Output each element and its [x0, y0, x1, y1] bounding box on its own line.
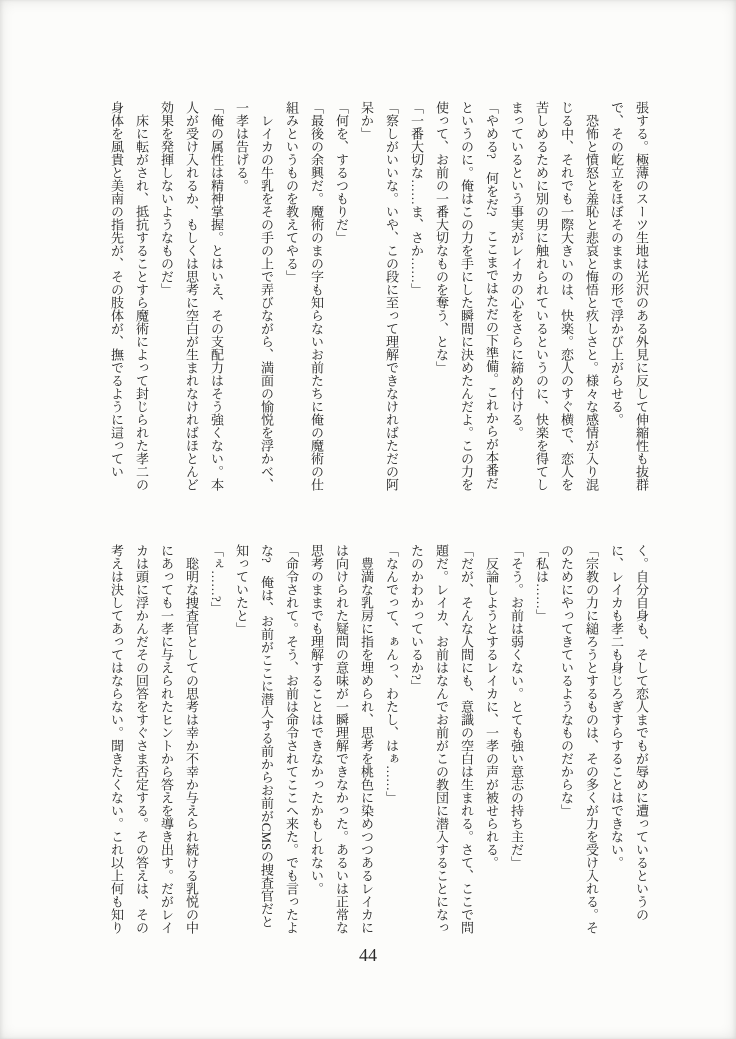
paragraph: 恐怖と憤怒と羞恥と悲哀と悔悟と疚しさと。様々な感情が入り混じる中、それでも一際大きいのは、快楽。恋人のすぐ横で、恋人を苦しめるために別の男に触れられているというのに、快楽を得てしまっているという事実がレイカの心をさらに締め付ける。: [509, 101, 599, 491]
paragraph: 豊満な乳房に指を埋められ、思考を桃色に染めつつあるレイカには向けられた疑問の意味が一瞬理解できなかった。あるいは正常な思考のままでも理解することはできなかったかもしれない。: [309, 544, 374, 934]
page-number: 44: [359, 945, 377, 965]
paragraph: レイカの牛乳をその手の上で弄びながら、満面の愉悦を浮かべ、一孝は告げる。: [234, 101, 274, 491]
paragraph: 反論しようとするレイカに、一孝の声が被せられる。: [484, 544, 499, 869]
paragraph: 「やめる? 何をだ? ここまではただの下準備。これからが本番だというのに。俺はこの力を手にした瞬間に決めたんだよ。この力を使って、お前の一番大切なものを奪う、とな」: [434, 101, 499, 491]
paragraph: 床に転がされ、抵抗することすら魔術によって封じられた孝二の身体を風貴と美南の指先が、その肢体が、撫でるように這ってい: [109, 101, 149, 491]
text-block-top: [68, 101, 654, 495]
paragraph: 「そう。お前は弱くない。とても強い意志の持ち主だ」: [509, 544, 524, 869]
paragraph: 「なんでって、ぁんっ、わたし、はぁ……」: [384, 544, 399, 804]
paragraph: 「何を、するつもりだ」: [334, 101, 349, 244]
paragraph: 「命令されて。そう、お前は命令されてここへ来た。でも言ったよな? 俺は、お前がここに潜入する前からお前がCMSの捜査官だと知っていたと」: [234, 544, 299, 934]
paragraph: 聡明な捜査官としての思考は幸か不幸か与えられ続ける乳悦の中にあっても一孝に与えられたヒントから答えを導き出す。だがレイカは頭に浮かんだその回答をすぐさま否定する。その答えは、その考えは決してあってはならない。聞きたくない。これ以上何も知り: [109, 544, 199, 934]
paragraph: く。自分自身も、そして恋人までもが辱めに遭っているというのに、レイカも孝二も身じろぎすらすることはできない。: [609, 544, 649, 921]
paragraph: 「俺の属性は精神掌握。とはいえ、その支配力はそう強くない。本人が受け入れるか、もしくは思考に空白が生まれなければほとんど効果を発揮しないようなものだ」: [159, 101, 224, 491]
paragraph: 「だが、そんな人間にも、意識の空白は生まれる。さて、ここで問題だ。レイカ、お前はなんでお前がこの教団に潜入することになったのかわかっているか?」: [409, 544, 474, 934]
paragraph: 「最後の余興だ。魔術のまの字も知らないお前たちに俺の魔術の仕組みというものを教えてやる」: [284, 101, 324, 491]
paragraph: 「ぇ……?」: [209, 544, 224, 615]
paragraph: 「一番大切な……ま、さか……」: [409, 101, 424, 296]
paragraph: 「宗教の力に縋ろうとするものは、その多くが力を受け入れる。そのためにやってきているようなものだからな」: [559, 544, 599, 934]
paragraph: 「察しがいいな。いや、この段に至って理解できなければただの阿呆か」: [359, 101, 399, 491]
paragraph: 「私は……」: [534, 544, 549, 622]
text-block-bottom: [68, 544, 654, 938]
paragraph: 張する。極薄のスーツ生地は光沢のある外見に反して伸縮性も抜群で、その屹立をほぼそのままの形で浮かび上がらせる。: [609, 101, 649, 491]
